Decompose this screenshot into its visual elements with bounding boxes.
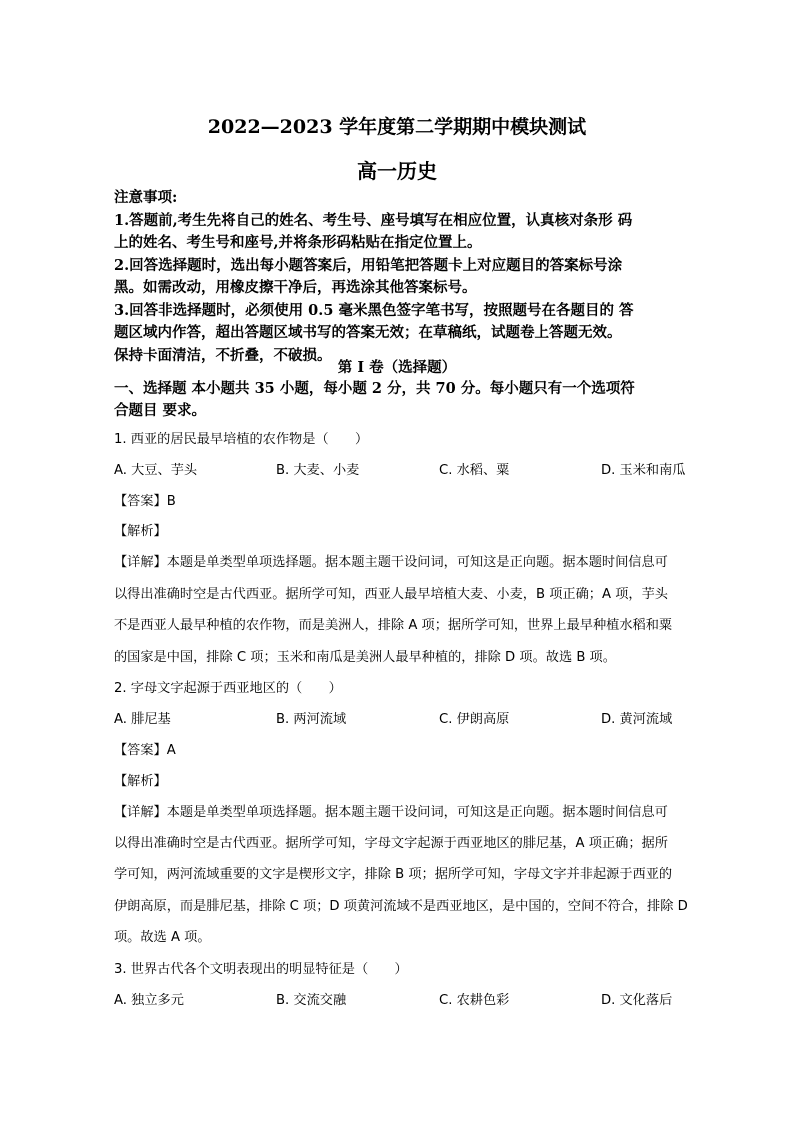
question-stem: 1. 西亚的居民最早培植的农作物是（ ）: [114, 432, 369, 447]
notice-line: 题区域内作答，超出答题区域书写的答案无效；在草稿纸，试题卷上答题无效。: [114, 324, 622, 341]
option-a: A. 独立多元: [114, 993, 184, 1008]
answer-line: 【答案】A: [114, 743, 176, 758]
instruction-line: 一、选择题 本小题共 35 小题，每小题 2 分，共 70 分。每小题只有一个选项符: [114, 380, 635, 397]
detail-line: 不是西亚人最早种植的农作物，而是美洲人，排除 A 项；据所学可知，世界上最早种植水稻和粟: [114, 618, 673, 633]
notice-line: 保持卡面清洁，不折叠，不破损。: [114, 346, 332, 364]
section-heading: 第 I 卷（选择题）: [337, 359, 457, 376]
detail-line: 伊朗高原，而是腓尼基，排除 C 项；D 项黄河流域不是西亚地区，是中国的，空间不符合，排除 D: [114, 899, 688, 914]
notice-line: 黑。如需改动，用橡皮擦干净后，再选涂其他答案标号。: [114, 279, 477, 296]
option-c: C. 农耕色彩: [439, 993, 510, 1008]
option-a: A. 大豆、芋头: [114, 463, 198, 478]
notice-line: 3.回答非选择题时，必须使用 0.5 毫米黑色签字笔书写，按照题号在各题目的 答: [114, 301, 634, 319]
exam-subject: 高一历史: [357, 159, 437, 183]
detail-line: 学可知，两河流域重要的文字是楔形文字，排除 B 项；据所学可知，字母文字并非起源于西亚的: [114, 867, 673, 882]
option-b: B. 两河流域: [276, 712, 347, 727]
option-d: D. 玉米和南瓜: [601, 463, 686, 478]
analysis-label: 【解析】: [114, 524, 167, 539]
question-stem: 3. 世界古代各个文明表现出的明显特征是（ ）: [114, 962, 408, 977]
notice-line: 1.答题前,考生先将自己的姓名、考生号、座号填写在相应位置，认真核对条形 码: [114, 211, 633, 229]
option-a: A. 腓尼基: [114, 712, 171, 727]
instruction-line: 合题目 要求。: [114, 402, 207, 419]
detail-line: 【详解】本题是单类型单项选择题。据本题主题干设问词，可知这是正向题。据本题时间信息可: [114, 805, 668, 820]
notice-heading: 注意事项:: [114, 189, 178, 206]
detail-line: 的国家是中国，排除 C 项；玉米和南瓜是美洲人最早种植的，排除 D 项。故选 B 项。: [114, 650, 616, 665]
exam-title: 2022—2023 学年度第二学期期中模块测试: [207, 116, 587, 138]
option-d: D. 文化落后: [601, 993, 673, 1008]
notice-line: 上的姓名、考生号和座号,并将条形码粘贴在指定位置上。: [114, 234, 482, 251]
section-instructions: [114, 378, 714, 422]
detail-line: 以得出准确时空是古代西亚。据所学可知，西亚人最早培植大麦、小麦，B 项正确；A 项，芋头: [114, 587, 668, 602]
notice-line: 2.回答选择题时，选出每小题答案后，用铅笔把答题卡上对应题目的答案标号涂: [114, 256, 623, 274]
notice-block: [114, 187, 704, 367]
option-b: B. 大麦、小麦: [276, 463, 360, 478]
answer-line: 【答案】B: [114, 494, 176, 509]
analysis-label: 【解析】: [114, 774, 167, 789]
detail-line: 【详解】本题是单类型单项选择题。据本题主题干设问词，可知这是正向题。据本题时间信息可: [114, 555, 668, 570]
detail-line: 以得出准确时空是古代西亚。据所学可知，字母文字起源于西亚地区的腓尼基，A 项正确；据所: [114, 836, 668, 851]
option-d: D. 黄河流域: [601, 712, 673, 727]
option-b: B. 交流交融: [276, 993, 347, 1008]
option-c: C. 水稻、粟: [439, 463, 510, 478]
option-c: C. 伊朗高原: [439, 712, 510, 727]
detail-line: 项。故选 A 项。: [114, 930, 211, 945]
question-stem: 2. 字母文字起源于西亚地区的（ ）: [114, 681, 342, 696]
